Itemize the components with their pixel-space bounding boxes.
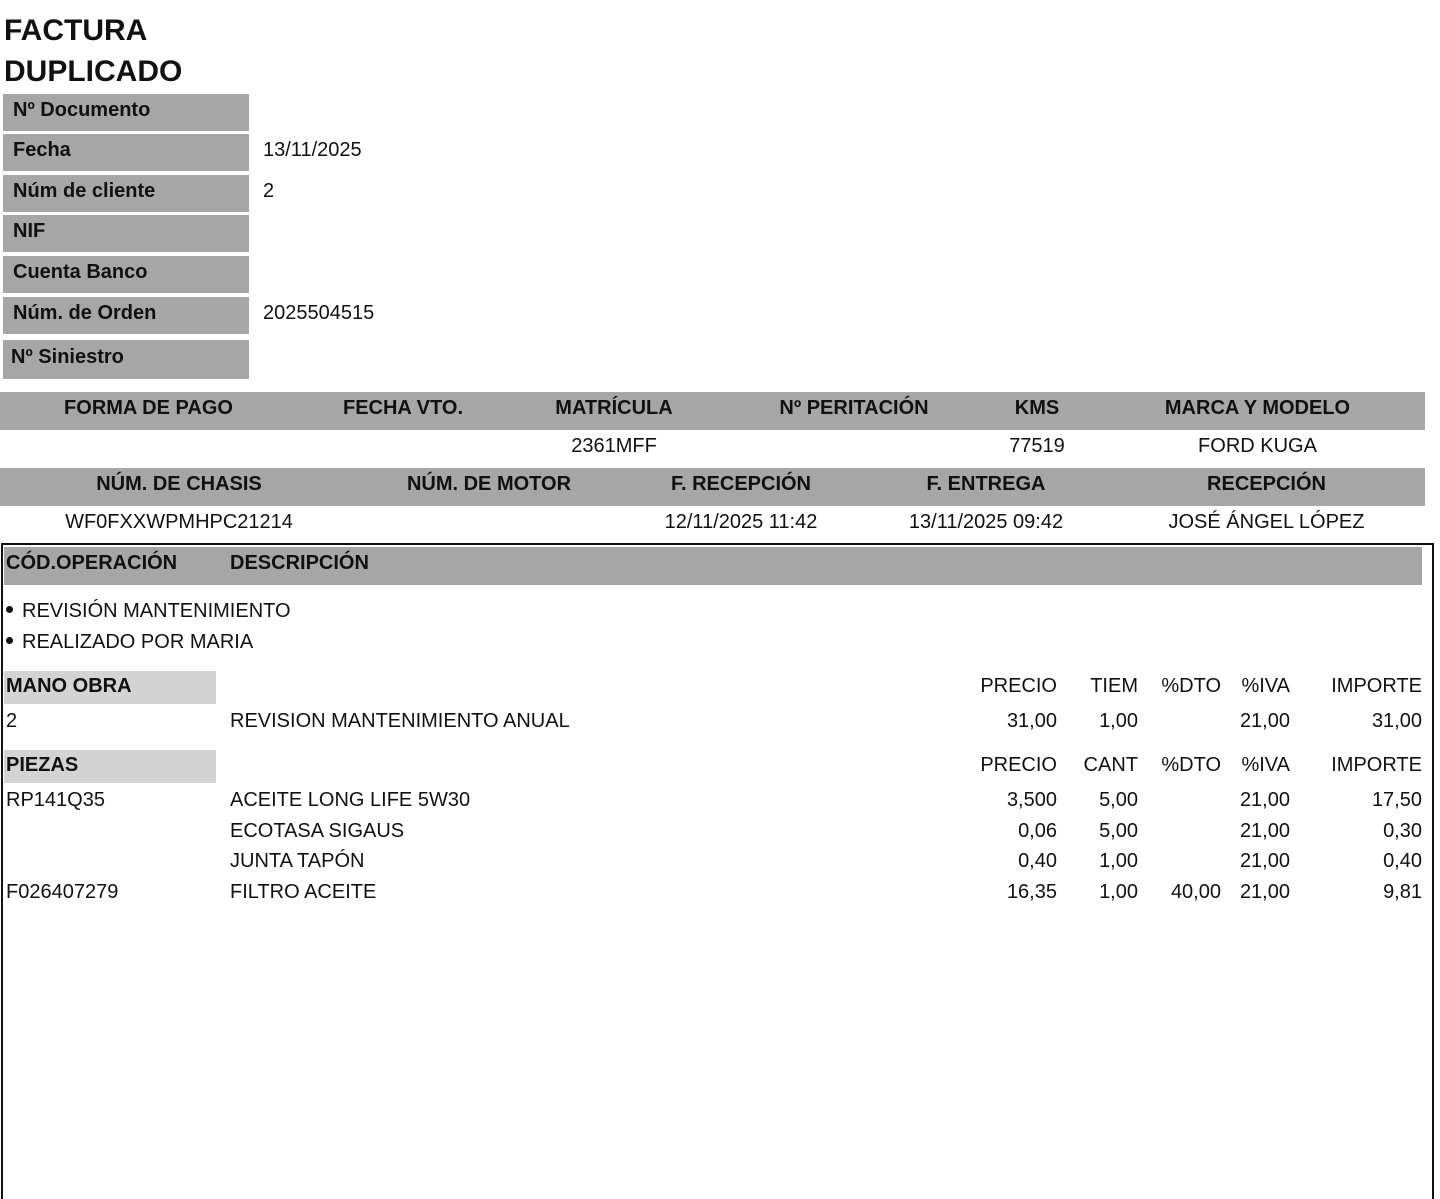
- value-f-entrega: 13/11/2025 09:42: [908, 511, 1064, 533]
- row-cant: 1,00: [1099, 881, 1138, 903]
- label-siniestro: Nº Siniestro: [3, 340, 249, 379]
- col-dto: %DTO: [1161, 675, 1221, 697]
- title-line-2: DUPLICADO: [4, 55, 183, 88]
- header-matricula: MATRÍCULA: [555, 397, 673, 419]
- row-importe: 9,81: [1383, 881, 1422, 903]
- col-importe: IMPORTE: [1331, 675, 1422, 697]
- value-orden: 2025504515: [263, 302, 375, 324]
- row-precio: 31,00: [1006, 710, 1057, 732]
- col-precio: PRECIO: [980, 754, 1057, 776]
- header-peritacion: Nº PERITACIÓN: [779, 397, 929, 419]
- header-chasis: NÚM. DE CHASIS: [96, 473, 262, 495]
- row-code: 2: [6, 710, 18, 732]
- value-kms: 77519: [1009, 435, 1065, 457]
- row-importe: 17,50: [1371, 789, 1422, 811]
- row-precio: 3,500: [1006, 789, 1057, 811]
- labor-columns-header: [0, 671, 1440, 701]
- col-iva: %IVA: [1241, 754, 1290, 776]
- label-nif: NIF: [3, 215, 249, 252]
- label-cliente: Núm de cliente: [3, 175, 249, 212]
- header-recepcion: RECEPCIÓN: [1207, 473, 1326, 495]
- table-row: [0, 846, 1440, 876]
- col-importe: IMPORTE: [1331, 754, 1422, 776]
- header-fecha-vto: FECHA VTO.: [342, 397, 463, 419]
- col-tiem: TIEM: [1090, 675, 1138, 697]
- value-marca-modelo: FORD KUGA: [1198, 435, 1317, 457]
- parts-columns-header: [0, 750, 1440, 780]
- row-importe: 0,30: [1383, 820, 1422, 842]
- row-iva: 21,00: [1239, 710, 1290, 732]
- row-cant: 5,00: [1099, 820, 1138, 842]
- bullet-dot-icon: [6, 606, 13, 613]
- label-orden: Núm. de Orden: [3, 297, 249, 334]
- row-precio: 16,35: [1006, 881, 1057, 903]
- header-descripcion: DESCRIPCIÓN: [230, 552, 369, 574]
- bullet-text: REALIZADO POR MARIA: [22, 631, 254, 653]
- bullet-text: REVISIÓN MANTENIMIENTO: [22, 600, 291, 622]
- bullet-dot-icon: [6, 637, 13, 644]
- title-line-1: FACTURA: [4, 14, 148, 47]
- value-recepcion: JOSÉ ÁNGEL LÓPEZ: [1168, 511, 1365, 533]
- row-iva: 21,00: [1239, 789, 1290, 811]
- col-iva: %IVA: [1241, 675, 1290, 697]
- row-iva: 21,00: [1239, 881, 1290, 903]
- header-motor: NÚM. DE MOTOR: [406, 473, 572, 495]
- value-chasis: WF0FXXWPMHPC21214: [65, 511, 293, 533]
- document-title: [4, 10, 182, 92]
- value-cliente: 2: [263, 180, 275, 202]
- table-row: [0, 785, 1440, 815]
- bullet-item: [6, 596, 291, 626]
- bullet-item: [6, 627, 253, 657]
- row-desc: REVISION MANTENIMIENTO ANUAL: [230, 710, 570, 732]
- col-precio: PRECIO: [980, 675, 1057, 697]
- row-cant: 1,00: [1099, 850, 1138, 872]
- row-desc: ECOTASA SIGAUS: [230, 820, 405, 842]
- value-fecha: 13/11/2025: [263, 139, 362, 161]
- header-f-entrega: F. ENTREGA: [926, 473, 1046, 495]
- row-precio: 0,06: [1018, 820, 1057, 842]
- row-iva: 21,00: [1239, 850, 1290, 872]
- header-kms: KMS: [1014, 397, 1060, 419]
- label-documento: Nº Documento: [3, 94, 249, 131]
- header-cod-operacion: CÓD.OPERACIÓN: [6, 552, 178, 574]
- operations-header-bar: [4, 547, 1422, 585]
- row-dto: 40,00: [1170, 881, 1221, 903]
- row-precio: 0,40: [1018, 850, 1057, 872]
- row-cant: 5,00: [1099, 789, 1138, 811]
- row-importe: 0,40: [1383, 850, 1422, 872]
- header-marca-modelo: MARCA Y MODELO: [1164, 397, 1351, 419]
- section-piezas: PIEZAS: [4, 750, 216, 783]
- row-code: RP141Q35: [6, 789, 105, 811]
- row-desc: ACEITE LONG LIFE 5W30: [230, 789, 471, 811]
- row-tiem: 1,00: [1099, 710, 1138, 732]
- table-row: [0, 706, 1440, 736]
- row-desc: FILTRO ACEITE: [230, 881, 377, 903]
- label-cuenta-banco: Cuenta Banco: [3, 256, 249, 293]
- row-importe: 31,00: [1371, 710, 1422, 732]
- table-row: [0, 816, 1440, 846]
- row-iva: 21,00: [1239, 820, 1290, 842]
- label-fecha: Fecha: [3, 134, 249, 171]
- header-forma-pago: FORMA DE PAGO: [64, 397, 233, 419]
- row-desc: JUNTA TAPÓN: [230, 850, 365, 872]
- section-mano-obra: MANO OBRA: [4, 671, 216, 704]
- value-f-recepcion: 12/11/2025 11:42: [664, 511, 818, 533]
- col-dto: %DTO: [1161, 754, 1221, 776]
- table-row: [0, 877, 1440, 907]
- col-cant: CANT: [1083, 754, 1138, 776]
- header-f-recepcion: F. RECEPCIÓN: [670, 473, 812, 495]
- value-matricula: 2361MFF: [571, 435, 657, 457]
- row-code: F026407279: [6, 881, 119, 903]
